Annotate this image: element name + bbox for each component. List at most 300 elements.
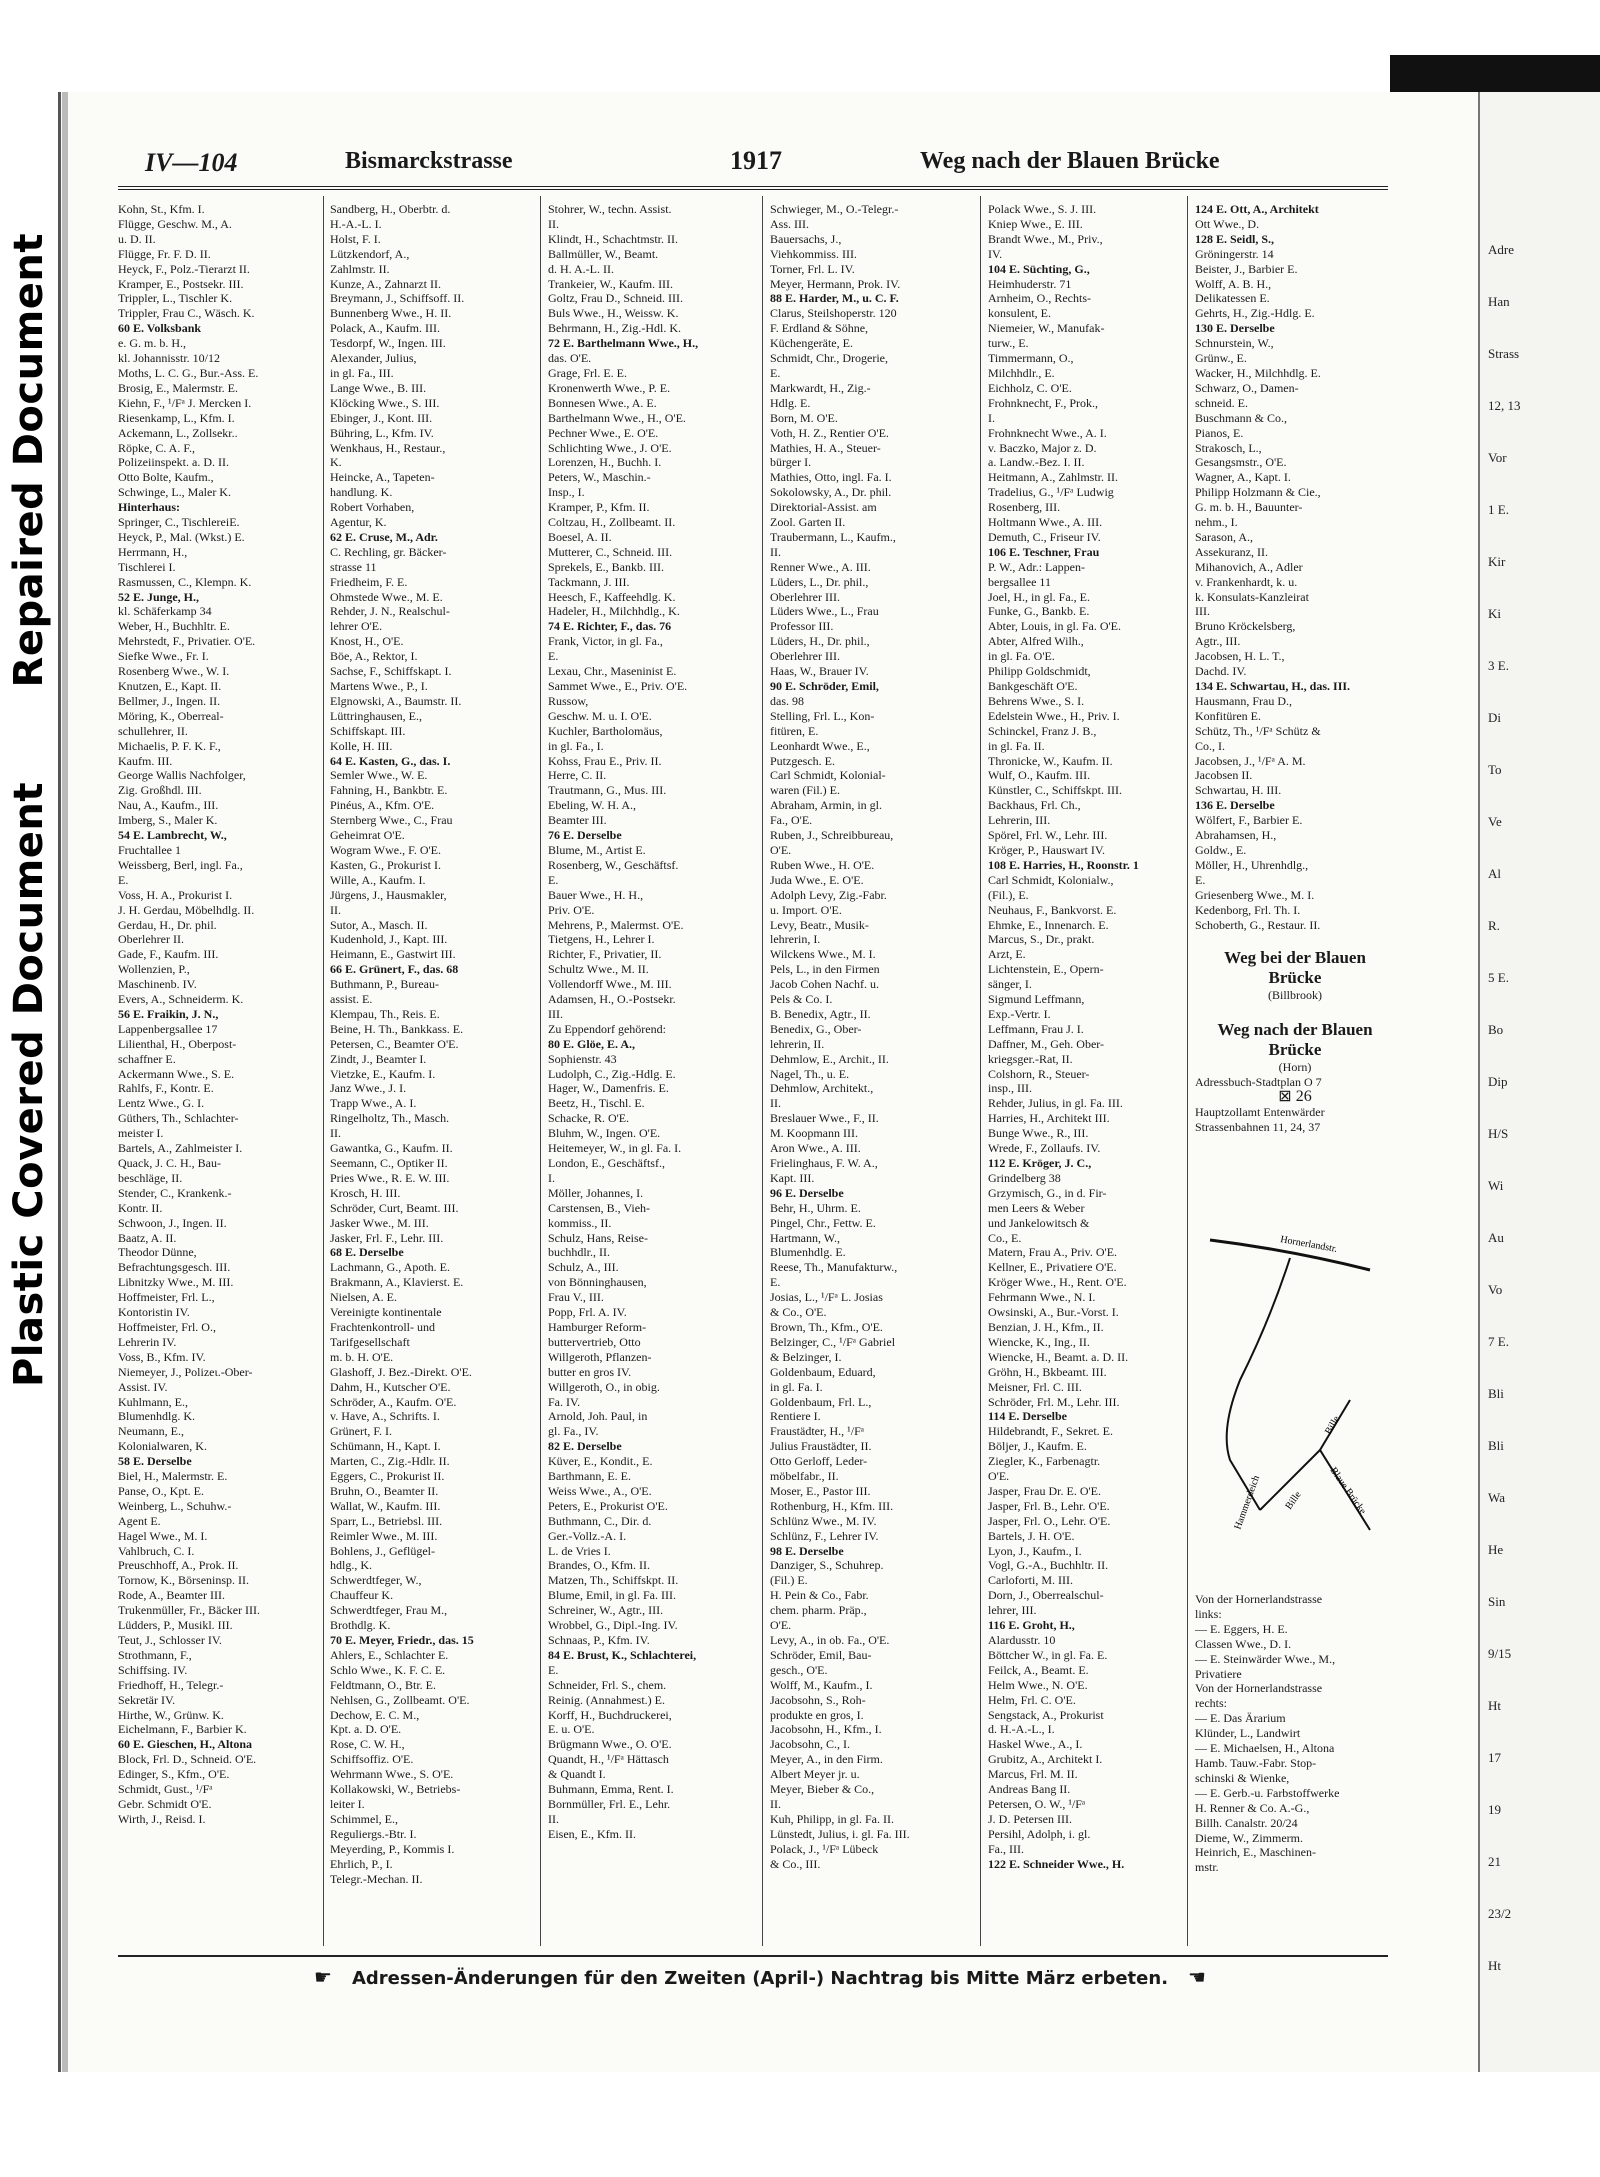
directory-entry: Dahm, H., Kutscher O'E. <box>330 1379 451 1394</box>
directory-entry: Lützkendorf, A., <box>330 246 410 261</box>
directory-entry: 76 E. Derselbe <box>548 828 622 843</box>
directory-entry: Weissberg, Berl, ingl. Fa., <box>118 857 243 872</box>
directory-entry: K. <box>330 455 342 470</box>
directory-entry: Quandt, H., ¹/Fᵃ Hättasch <box>548 1752 669 1767</box>
directory-entry: Buthmann, C., Dir. d. <box>548 1513 652 1528</box>
directory-entry: Imberg, S., Maler K. <box>118 813 218 828</box>
directory-entry: Ruben Wwe., H. O'E. <box>770 857 875 872</box>
directory-entry: Frohnknecht Wwe., A. I. <box>988 425 1107 440</box>
directory-entry: Gehrts, H., Zig.-Hdlg. E. <box>1195 306 1315 321</box>
directory-entry: H.-A.-L. I. <box>330 216 382 231</box>
info-line: ⊠ 26 <box>1278 1089 1312 1105</box>
directory-entry: II. <box>330 1126 341 1141</box>
directory-entry: 122 E. Schneider Wwe., H. <box>988 1856 1125 1871</box>
directory-entry: e. G. m. b. H., <box>118 336 186 351</box>
directory-entry: Seemann, C., Optiker II. <box>330 1156 448 1170</box>
directory-entry: 114 E. Derselbe <box>988 1409 1067 1424</box>
directory-entry: — E. Steinwärder Wwe., M., <box>1195 1651 1336 1666</box>
pointing-hand-icon: ☛ <box>314 1965 332 1989</box>
directory-entry: Eggers, C., Prokurist II. <box>330 1469 445 1484</box>
directory-entry: Willgeroth, Pflanzen- <box>548 1349 652 1364</box>
directory-entry: d. H.-A.-L., I. <box>988 1722 1055 1737</box>
directory-entry: Bruhn, O., Beamter II. <box>330 1483 439 1498</box>
directory-entry: Daffner, M., Geh. Ober- <box>988 1036 1105 1051</box>
directory-entry: Carl Schmidt, Kolonial- <box>770 768 886 783</box>
directory-entry: lehrer, III. <box>988 1603 1037 1618</box>
directory-entry: Agentur, K. <box>330 515 387 530</box>
directory-entry: Zindt, J., Beamter I. <box>330 1051 427 1066</box>
directory-entry: men Leers & Weber <box>988 1200 1085 1215</box>
directory-entry: Moths, L. C. G., Bur.-Ass. E. <box>118 365 259 380</box>
directory-entry: Beine, H. Th., Bankkass. E. <box>330 1021 464 1036</box>
directory-entry: Frau V., III. <box>548 1290 604 1305</box>
directory-entry: Abter, Alfred Wilh., <box>988 634 1084 649</box>
directory-entry: Schröder, Curt, Beamt. III. <box>330 1200 459 1215</box>
directory-entry: Goldw., E. <box>1195 842 1247 857</box>
directory-entry: Ger.-Vollz.-A. I. <box>548 1528 627 1543</box>
directory-entry: Jacobsen, H. L. T., <box>1195 649 1285 664</box>
directory-entry: Brown, Th., Kfm., O'E. <box>770 1319 883 1334</box>
directory-entry: Owsinski, A., Bur.-Vorst. I. <box>988 1305 1119 1320</box>
directory-entry: Vereinigte kontinentale <box>330 1305 442 1320</box>
directory-entry: Petersen, C., Beamter O'E. <box>330 1036 459 1051</box>
directory-entry: Holtmann Wwe., A. III. <box>988 515 1103 530</box>
directory-entry: insp., III. <box>988 1081 1032 1096</box>
directory-entry: Tischlerei I. <box>118 559 176 574</box>
directory-entry: Güthers, Th., Schlachter- <box>118 1111 239 1126</box>
destination-street: Weg nach der Blauen Brücke <box>920 148 1220 174</box>
directory-entry: — E. Eggers, H. E. <box>1195 1621 1288 1636</box>
directory-entry: III. <box>548 1006 563 1021</box>
directory-entry: Ruben, J., Schreibbureau, <box>770 828 894 843</box>
directory-entry: B. Benedix, Agtr., II. <box>770 1006 871 1021</box>
directory-entry: Panse, O., Kpt. E. <box>118 1483 204 1498</box>
directory-entry: Leonhardt Wwe., E., <box>770 738 870 753</box>
directory-entry: Kontr. II. <box>118 1200 163 1215</box>
directory-entry: Fa., III. <box>988 1841 1024 1856</box>
directory-entry: Rehder, J. N., Realschul- <box>330 604 450 619</box>
directory-entry: Buls Wwe., H., Weissw. K. <box>548 306 679 321</box>
directory-entry: beschläge, II. <box>118 1170 183 1185</box>
directory-entry: Rentiere I. <box>770 1409 821 1424</box>
directory-entry: schullehrer, II. <box>118 723 188 738</box>
directory-entry: Hagel Wwe., M. I. <box>118 1528 208 1543</box>
directory-entry: Frohnknecht, F., Prok., <box>988 395 1099 410</box>
directory-entry: Alexander, Julius, <box>330 351 417 366</box>
directory-entry: 134 E. Schwartau, H., das. III. <box>1195 679 1351 693</box>
directory-entry: Edelstein Wwe., H., Priv. I. <box>988 708 1120 723</box>
directory-entry: meister I. <box>118 1126 164 1141</box>
directory-entry: Friedhoff, H., Telegr.- <box>118 1677 224 1692</box>
directory-entry: Rose, C. W. H., <box>330 1737 405 1752</box>
directory-entry: Behr, H., Uhrm. E. <box>770 1200 861 1215</box>
directory-entry: G. m. b. H., Bauunter- <box>1195 500 1303 515</box>
directory-entry: Agtr., III. <box>1195 634 1241 649</box>
directory-entry: Schoberth, G., Restaur. II. <box>1195 917 1321 932</box>
directory-entry: Rasmussen, C., Klempn. K. <box>118 574 252 589</box>
directory-entry: Grindelberg 38 <box>988 1170 1061 1185</box>
directory-entry: Clarus, Steilshoperstr. 120 <box>770 306 897 321</box>
directory-entry: Heyck, P., Mal. (Wkst.) E. <box>118 529 245 544</box>
directory-entry: — E. Gerb.-u. Farbstoffwerke <box>1195 1785 1340 1800</box>
directory-entry: Chauffeur K. <box>330 1588 394 1603</box>
directory-entry: E. <box>548 649 559 664</box>
directory-entry: Demuth, C., Friseur IV. <box>988 529 1101 544</box>
directory-entry: Ass. III. <box>770 216 809 231</box>
directory-entry: Jacob Cohen Nachf. u. <box>770 977 879 992</box>
directory-entry: Sutor, A., Masch. II. <box>330 917 428 932</box>
directory-entry: Arzt, E. <box>988 947 1026 962</box>
directory-entry: fitüren, E. <box>770 723 819 738</box>
adjacent-page-fragment: Al <box>1488 866 1501 881</box>
directory-entry: Böljer, J., Kaufm. E. <box>988 1439 1087 1454</box>
directory-entry: Reese, Th., Manufakturw., <box>770 1260 898 1275</box>
directory-entry: Sternberg Wwe., C., Frau <box>330 813 453 828</box>
directory-entry: butter en gros IV. <box>548 1364 632 1379</box>
directory-entry: — E. Michaelsen, H., Altona <box>1195 1741 1335 1756</box>
directory-entry: P. W., Adr.: Lappen- <box>988 559 1086 574</box>
directory-entry: Exp.-Vertr. I. <box>988 1006 1051 1021</box>
directory-entry: bürger I. <box>770 455 812 470</box>
directory-entry: Bruno Kröckelsberg, <box>1195 619 1296 634</box>
directory-entry: Co., I. <box>1195 738 1225 753</box>
directory-entry: & Quandt I. <box>548 1767 606 1782</box>
directory-entry: Von der Hornerlandstrasse <box>1195 1681 1323 1696</box>
directory-entry: Schwoon, J., Ingen. II. <box>118 1215 227 1230</box>
adjacent-page-fragment: 9/15 <box>1488 1646 1512 1661</box>
directory-entry: Strothmann, F., <box>118 1647 192 1662</box>
directory-entry: Dechow, E. C. M., <box>330 1707 420 1722</box>
directory-entry: v. Frankenhardt, k. u. <box>1195 574 1298 589</box>
adjacent-page-fragment: Ht <box>1488 1698 1501 1713</box>
directory-entry: 98 E. Derselbe <box>770 1543 844 1558</box>
directory-entry: Oberlehrer II. <box>118 932 184 947</box>
directory-entry: Bartels, J. H. O'E. <box>988 1528 1075 1543</box>
repaired-document-label: Repaired Document <box>6 232 52 688</box>
directory-entry: möbelfabr., II. <box>770 1469 839 1484</box>
directory-entry: Zool. Garten II. <box>770 515 846 530</box>
directory-entry: Hoffmeister, Frl. O., <box>118 1319 216 1334</box>
directory-entry: Schlo Wwe., K. F. C. E. <box>330 1662 446 1677</box>
directory-entry: Polack, A., Kaufm. III. <box>330 321 440 336</box>
adjacent-page-fragment: H/S <box>1488 1126 1509 1141</box>
directory-entry: Friedheim, F. E. <box>330 574 408 589</box>
directory-entry: Bauer Wwe., H. H., <box>548 887 644 902</box>
directory-entry: Schröder, Emil, Bau- <box>770 1647 872 1662</box>
adjacent-page-strip <box>1478 92 1600 2072</box>
pointing-hand-icon: ☚ <box>1188 1965 1206 1989</box>
directory-entry: Wacker, H., Milchhdlg. E. <box>1195 365 1321 380</box>
directory-entry: Blume, M., Artist E. <box>548 842 646 857</box>
section-horn-details <box>1195 1592 1395 1875</box>
directory-entry: Kniep Wwe., E. III. <box>988 216 1083 231</box>
directory-entry: Sandberg, H., Oberbtr. d. <box>330 202 451 216</box>
directory-entry: Jacobsen, J., ¹/Fᵃ A. M. <box>1195 753 1306 768</box>
directory-entry: 52 E. Junge, H., <box>118 589 200 604</box>
directory-entry: Wiencke, K., Ing., II. <box>988 1334 1090 1349</box>
map-road <box>1227 1258 1290 1510</box>
directory-entry: Feilck, A., Beamt. E. <box>988 1662 1089 1677</box>
directory-entry: Kollakowski, W., Betriebs- <box>330 1782 461 1797</box>
page-footer <box>160 1965 1360 1989</box>
directory-entry: (Fil.) E. <box>770 1573 808 1588</box>
directory-entry: Grage, Frl. E. E. <box>548 365 627 380</box>
directory-entry: Russow, <box>548 693 589 708</box>
adjacent-page-fragment: Wi <box>1488 1178 1504 1193</box>
directory-entry: Goltz, Frau D., Schneid. III. <box>548 291 683 306</box>
map-label: Hornerlandstr. <box>1279 1234 1339 1255</box>
directory-entry: Edinger, S., Kfm., O'E. <box>118 1767 230 1782</box>
directory-entry: Kedenborg, Frl. Th. I. <box>1195 902 1301 917</box>
directory-entry: Korff, H., Buchdruckerei, <box>548 1707 672 1722</box>
directory-entry: Rosenberg, III. <box>988 500 1061 515</box>
directory-entry: Heincke, A., Tapeten- <box>330 470 435 485</box>
directory-entry: Assist. IV. <box>118 1379 168 1394</box>
directory-entry: Polizeiinspekt. a. D. II. <box>118 455 229 470</box>
directory-entry: Kohss, Frau E., Priv. II. <box>548 753 662 768</box>
directory-entry: Kohn, St., Kfm. I. <box>118 202 205 216</box>
directory-entry: Schulz, A., III. <box>548 1260 619 1275</box>
directory-entry: Trautmann, G., Mus. III. <box>548 783 667 798</box>
directory-entry: 130 E. Derselbe <box>1195 321 1275 336</box>
directory-entry: handlung. K. <box>330 485 393 500</box>
column-divider <box>762 196 763 1946</box>
directory-entry: Philipp Goldschmidt, <box>988 664 1091 679</box>
directory-entry: Schlünz, F., Lehrer IV. <box>770 1528 879 1543</box>
directory-entry: Preuschhoff, A., Prok. II. <box>118 1558 239 1573</box>
directory-entry: Willgeroth, O., in obig. <box>548 1379 660 1394</box>
directory-entry: Wilckens Wwe., M. I. <box>770 947 876 962</box>
directory-entry: Möring, K., Oberreal- <box>118 708 224 723</box>
directory-entry: Hamb. Tauw.-Fabr. Stop- <box>1195 1755 1317 1770</box>
directory-entry: Schiffsing. IV. <box>118 1662 188 1677</box>
adjacent-page-fragment: 21 <box>1488 1854 1501 1869</box>
directory-entry: Kolonialwaren, K. <box>118 1439 207 1454</box>
directory-entry: 136 E. Derselbe <box>1195 798 1275 813</box>
directory-entry: in gl. Fa. I. <box>770 1379 823 1394</box>
directory-entry: II. <box>770 1796 781 1811</box>
directory-entry: & Co., O'E. <box>770 1305 827 1320</box>
directory-entry: — E. Das Ärarium <box>1195 1711 1286 1726</box>
directory-entry: Trankeier, W., Kaufm. III. <box>548 276 674 291</box>
directory-entry: 68 E. Derselbe <box>330 1245 404 1260</box>
directory-entry: Rosenberg Wwe., W. I. <box>118 664 230 679</box>
directory-entry: Meyer, Bieber & Co., <box>770 1782 875 1797</box>
directory-entry: Ringelholtz, Th., Masch. <box>330 1111 450 1126</box>
directory-entry: Trippler, Frau C., Wäsch. K. <box>118 306 255 321</box>
directory-entry: Hirthe, W., Grünw. K. <box>118 1707 224 1722</box>
info-line: Strassenbahnen 11, 24, 37 <box>1195 1119 1321 1134</box>
directory-entry: Andreas Bang II. <box>988 1782 1071 1797</box>
adjacent-page-fragment: Au <box>1488 1230 1504 1245</box>
adjacent-page-fragment: Sin <box>1488 1594 1506 1609</box>
directory-entry: Frachtenkontroll- und <box>330 1319 435 1334</box>
directory-entry: Riesenkamp, L., Kfm. I. <box>118 410 235 425</box>
directory-entry: Bunnenberg Wwe., H. II. <box>330 306 452 321</box>
directory-entry: Philipp Holzmann & Cie., <box>1195 485 1321 500</box>
directory-entry: Grünw., E. <box>1195 351 1247 366</box>
header-rule <box>118 186 1388 190</box>
directory-entry: Schlünz Wwe., M. IV. <box>770 1513 877 1528</box>
directory-entry: 60 E. Volksbank <box>118 321 202 336</box>
directory-entry: Sprekels, E., Bankb. III. <box>548 559 664 574</box>
directory-entry: links: <box>1195 1606 1222 1621</box>
adjacent-page-fragment: Vo <box>1488 1282 1503 1297</box>
map-label: Bille <box>1323 1414 1343 1437</box>
directory-entry: Nielsen, A. E. <box>330 1290 397 1305</box>
directory-entry: J. H. Gerdau, Möbelhdlg. II. <box>118 902 255 917</box>
directory-entry: Quack, J. C. H., Bau- <box>118 1156 221 1170</box>
directory-entry: Levy, A., in ob. Fa., O'E. <box>770 1633 890 1647</box>
page-number: IV—104 <box>145 148 238 177</box>
directory-entry: in gl. Fa., III. <box>330 365 394 380</box>
directory-entry: Rothenburg, H., Kfm. III. <box>770 1498 894 1513</box>
directory-entry: Hausmann, Frau D., <box>1195 693 1292 708</box>
directory-entry: Schnurstein, W., <box>1195 336 1274 351</box>
directory-entry: Jasker Wwe., M. III. <box>330 1215 429 1230</box>
directory-entry: Moser, E., Pastor III. <box>770 1483 871 1498</box>
directory-entry: kl. Schäferkamp 34 <box>118 604 212 619</box>
directory-entry: Levy, Beatr., Musik- <box>770 917 869 932</box>
directory-entry: E. <box>548 872 559 887</box>
directory-entry: Lüttringhausen, E., <box>330 708 422 723</box>
directory-entry: Peters, W., Maschin.- <box>548 470 651 485</box>
directory-entry: lehrer O'E. <box>330 619 383 634</box>
directory-entry: 84 E. Brust, K., Schlachterei, <box>548 1647 697 1662</box>
directory-entry: Classen Wwe., D. I. <box>1195 1636 1292 1651</box>
directory-entry: Ziegler, K., Farbenagtr. <box>988 1454 1101 1469</box>
directory-entry: kriegsger.-Rat, II. <box>988 1051 1073 1066</box>
directory-entry: Wille, A., Kaufm. I. <box>330 872 426 887</box>
directory-entry: Springer, C., TischlereiE. <box>118 515 240 530</box>
directory-entry: Lange Wwe., B. III. <box>330 380 427 395</box>
directory-entry: Schlichting Wwe., J. O'E. <box>548 440 672 455</box>
adjacent-page-fragment: Wa <box>1488 1490 1505 1505</box>
directory-entry: Heesch, F., Kaffeehdlg. K. <box>548 589 676 604</box>
directory-entry: Schulz, Hans, Reise- <box>548 1230 648 1245</box>
directory-entry: Belzinger, C., ¹/Fᵃ Gabriel <box>770 1334 896 1349</box>
directory-entry: Danziger, S., Schuhrep. <box>770 1558 884 1573</box>
directory-entry: Schinckel, Franz J. B., <box>988 723 1097 738</box>
adjacent-page-fragment: Strass <box>1488 346 1520 361</box>
directory-entry: Michaelis, P. F. K. F., <box>118 738 221 753</box>
directory-entry: Mihanovich, A., Adler <box>1195 559 1303 574</box>
directory-entry: nehm., I. <box>1195 515 1238 530</box>
scan-shadow <box>1390 55 1600 95</box>
directory-entry: O'E. <box>770 1618 792 1633</box>
directory-entry: v. Baczko, Major z. D. <box>988 440 1097 455</box>
directory-entry: Insp., I. <box>548 485 585 500</box>
directory-entry: Geschw. M. u. I. O'E. <box>548 708 652 723</box>
adjacent-page-fragment: 19 <box>1488 1802 1501 1817</box>
directory-entry: Hamburger Reform- <box>548 1319 647 1334</box>
directory-entry: Herrmann, H., <box>118 544 188 559</box>
directory-entry: Ackemann, L., Zollsekr.. <box>118 425 238 440</box>
directory-entry: Matern, Frau A., Priv. O'E. <box>988 1245 1118 1260</box>
directory-entry: Lüdders, P., Musikl. III. <box>118 1618 233 1633</box>
directory-entry: Kasten, G., Prokurist I. <box>330 857 441 872</box>
directory-entry: Richter, F., Privatier, II. <box>548 947 662 962</box>
directory-entry: Böe, A., Rektor, I. <box>330 649 418 664</box>
directory-entry: Tackmann, J. III. <box>548 574 630 589</box>
directory-entry: Julius Fraustädter, II. <box>770 1439 872 1454</box>
directory-entry: Küver, E., Kondit., E. <box>548 1454 653 1469</box>
directory-entry: Timmermann, O., <box>988 351 1074 366</box>
directory-entry: Flügge, Fr. F. D. II. <box>118 246 211 261</box>
directory-entry: O'E. <box>770 842 792 857</box>
directory-entry: Meisner, Frl. C. III. <box>988 1379 1082 1394</box>
directory-entry: Nagel, Th., u. E. <box>770 1066 850 1081</box>
directory-entry: Trukenmüller, Fr., Bäcker III. <box>118 1603 261 1618</box>
directory-entry: Wrede, F., Zollaufs. IV. <box>988 1141 1101 1156</box>
directory-entry: O'E. <box>988 1469 1010 1484</box>
directory-entry: Röpke, C. A. F., <box>118 440 196 455</box>
directory-entry: Zahlmstr. II. <box>330 261 390 276</box>
directory-entry: Krosch, H. III. <box>330 1185 401 1200</box>
directory-entry: Delikatessen E. <box>1195 291 1270 306</box>
directory-entry: Libnitzky Wwe., M. III. <box>118 1275 234 1290</box>
directory-entry: Kaufm. III. <box>118 753 173 768</box>
directory-entry: 80 E. Glöe, E. A., <box>548 1036 636 1051</box>
directory-entry: Viehkommiss. III. <box>770 246 857 261</box>
directory-entry: Meyer, A., in den Firm. <box>770 1752 883 1767</box>
directory-entry: Leffmann, Frau J. I. <box>988 1021 1084 1036</box>
directory-entry: Lüders, H., Dr. phil., <box>770 634 870 649</box>
directory-entry: Holst, F. I. <box>330 231 381 246</box>
directory-entry: Klindt, H., Schachtmstr. II. <box>548 231 678 246</box>
directory-entry: d. H. A.-L. II. <box>548 261 614 276</box>
directory-entry: Vogl, G.-A., Buchhltr. II. <box>988 1558 1109 1573</box>
directory-entry: 60 E. Gieschen, H., Altona <box>118 1737 253 1752</box>
directory-entry: Schiffsoffiz. O'E. <box>330 1752 414 1767</box>
directory-entry: assist. E. <box>330 992 373 1007</box>
directory-entry: Carstensen, B., Vieh- <box>548 1200 651 1215</box>
directory-entry: Stender, C., Krankenk.- <box>118 1185 232 1200</box>
directory-entry: Assekuranz, II. <box>1195 544 1268 559</box>
directory-entry: 116 E. Groht, H., <box>988 1618 1075 1633</box>
directory-entry: Sophienstr. 43 <box>548 1051 617 1066</box>
directory-entry: Breslauer Wwe., F., II. <box>770 1111 879 1126</box>
directory-entry: 74 E. Richter, F., das. 76 <box>548 619 672 634</box>
directory-entry: waren (Fil.) E. <box>770 783 840 798</box>
directory-entry: Nau, A., Kaufm., III. <box>118 798 219 813</box>
directory-entry: Möller, H., Uhrenhdlg., <box>1195 857 1309 872</box>
directory-entry: Griesenberg Wwe., M. I. <box>1195 887 1315 902</box>
directory-entry: 96 E. Derselbe <box>770 1185 844 1200</box>
directory-entry: Bunge Wwe., R., III. <box>988 1126 1089 1141</box>
directory-entry: Bellmer, J., Ingen. II. <box>118 693 221 708</box>
directory-entry: Adamsen, H., O.-Postsekr. <box>548 992 676 1007</box>
directory-entry: Schneider, Frl. S., chem. <box>548 1677 667 1692</box>
directory-entry: Bornmüller, Frl. E., Lehr. <box>548 1796 671 1811</box>
directory-entry: Reinig. (Annahmest.) E. <box>548 1692 665 1707</box>
column-3 <box>548 202 748 1842</box>
directory-entry: Tradelius, G., ¹/Fᵃ Ludwig <box>988 485 1114 500</box>
directory-entry: Schnaas, P., Kfm. IV. <box>548 1633 650 1647</box>
directory-entry: 72 E. Barthelmann Wwe., H., <box>548 336 699 351</box>
directory-entry: gesch., O'E. <box>770 1662 828 1677</box>
directory-entry: Schacke, R. O'E. <box>548 1111 630 1126</box>
directory-entry: Hartmann, W., <box>770 1230 840 1245</box>
directory-entry: Aron Wwe., A. III. <box>770 1141 861 1156</box>
adjacent-page-fragment: Han <box>1488 294 1510 309</box>
directory-entry: II. <box>548 216 559 231</box>
directory-entry: Wagner, A., Kapt. I. <box>1195 470 1291 485</box>
directory-entry: Wollenzien, P., <box>118 962 190 977</box>
directory-entry: Fehrmann Wwe., N. I. <box>988 1290 1096 1305</box>
directory-entry: Kramper, E., Postsekr. III. <box>118 276 244 291</box>
directory-entry: Wirth, J., Reisd. I. <box>118 1811 206 1826</box>
